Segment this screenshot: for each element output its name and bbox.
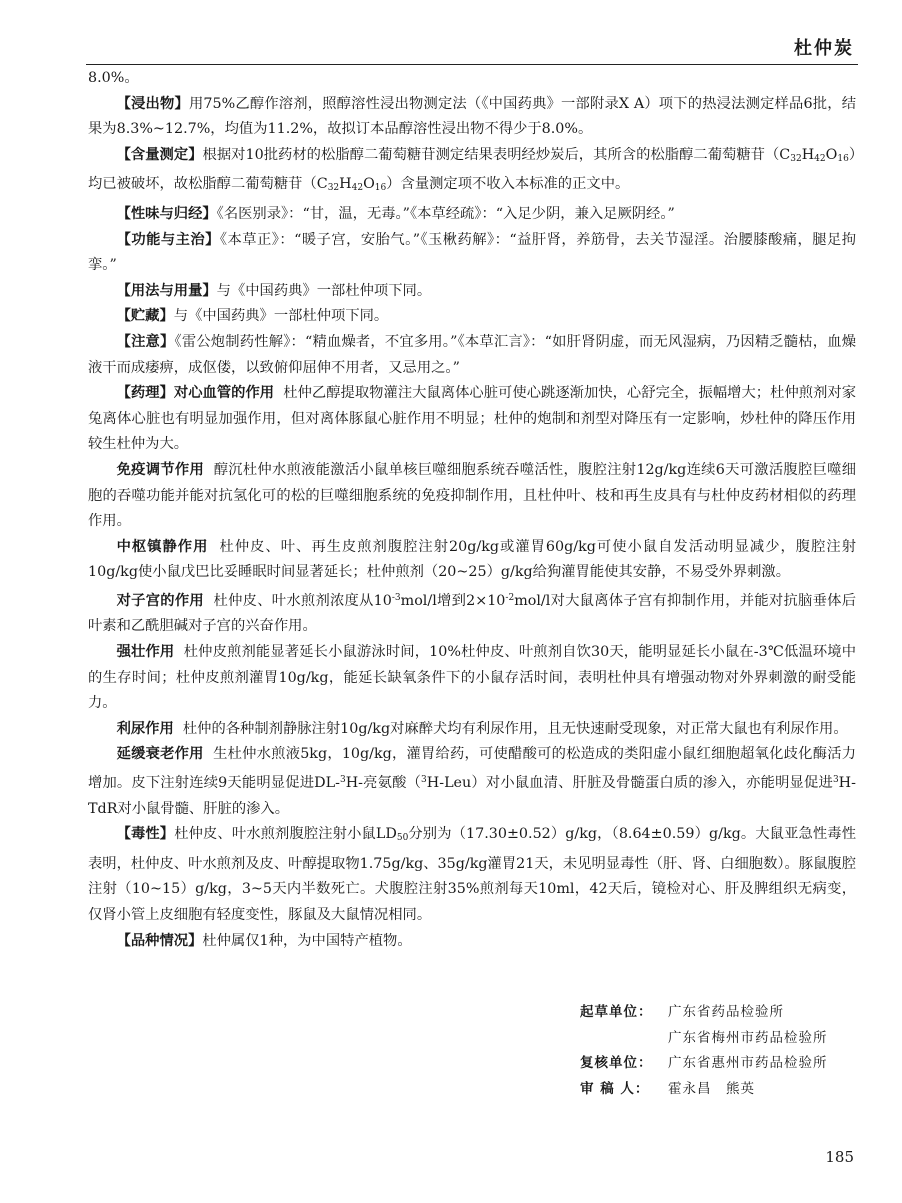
reviewer-row (580, 1077, 880, 1103)
page-number: 185 (825, 1148, 854, 1166)
subsection-label: 强壮作用 (116, 644, 175, 661)
header-rule (86, 64, 858, 65)
subsection-label: 对心血管的作用 (173, 385, 275, 402)
section-text: H-Leu）对小鼠血清、肝脏及骨髓蛋白质的渗入，亦能明显促进 (426, 775, 833, 792)
draft-unit-row (580, 1000, 880, 1026)
subsection-label: 延缓衰老作用 (116, 746, 204, 763)
continued-text: 8.0%。 (88, 70, 139, 86)
section-text: ）含量测定项不收入本标准的正文中。 (386, 176, 630, 193)
pharmacology-section (88, 381, 856, 458)
section-text: 醇沉杜仲水煎液能激活小鼠单核巨噬细胞系统吞噬活性，腹腔注射12g/kg连续6天可激活腹腔巨噬细胞的吞噬功能并能对抗氢化可的松的巨噬细胞系统的免疫抑制作用，且杜仲叶、枝和再生皮具有与杜仲皮药材相似的药理作用。 (88, 461, 857, 530)
section-text: mol/l对大鼠离体子宫有抑制作用，并能对抗脑垂体后叶素和乙酰胆碱对子宫的兴奋作用。 (88, 592, 856, 635)
species-section (88, 929, 856, 955)
section-label: 【浸出物】 (116, 95, 189, 112)
section-label: 【性味与归经】 (116, 205, 217, 222)
section-text: 与《中国药典》一部杜仲项下同。 (216, 282, 432, 299)
superscript: 3 (339, 775, 346, 786)
running-header-title: 杜仲炭 (794, 38, 854, 59)
section-text: H (339, 176, 352, 193)
subsection-label: 利尿作用 (116, 720, 174, 737)
subsection-label: 免疫调节作用 (116, 461, 205, 478)
section-label: 【毒性】 (116, 826, 175, 843)
section-label: 【用法与用量】 (116, 282, 217, 299)
usage-section (88, 279, 856, 305)
draft-unit-row-2 (580, 1026, 880, 1052)
section-text: 杜仲属仅1种，为中国特产植物。 (202, 932, 412, 949)
section-text: H-TdR对小鼠骨髓、肝脏的渗入。 (88, 775, 856, 817)
section-text: mol/l增到2×10 (400, 592, 506, 609)
subscript: 16 (837, 153, 849, 164)
section-text: 杜仲皮、叶、再生皮煎剂腹腔注射20g/kg或灌胃60g/kg可使小鼠自发活动明显减少，腹腔注射10g/kg使小鼠戊巴比妥睡眠时间显著延长；杜仲煎剂（20~25）g/kg给狗灌胃能使其安静，不易受外界刺激。 (88, 538, 857, 581)
subsection-label: 对子宫的作用 (116, 592, 204, 609)
immune-section (88, 458, 856, 535)
section-text: O (825, 146, 838, 163)
superscript: 3 (421, 775, 427, 786)
monograph-body (88, 66, 856, 954)
toxicity-section (88, 822, 856, 928)
section-label: 【含量测定】 (116, 146, 203, 163)
storage-section (88, 304, 856, 330)
diuretic-section (88, 717, 856, 743)
superscript: -2 (505, 592, 515, 603)
section-text: 《名医别录》：“甘，温，无毒。”《本草经疏》：“入足少阴，兼入足厥阴经。” (216, 205, 675, 222)
section-text: 杜仲皮、叶水煎剂腹腔注射小鼠LD (174, 826, 397, 843)
section-text: H (801, 146, 815, 163)
assay-section (88, 143, 856, 202)
section-text: 杜仲的各种制剂静脉注射10g/kg对麻醉犬均有利尿作用，且无快速耐受现象，对正常大鼠也有利尿作用。 (182, 720, 848, 737)
section-text: 杜仲皮、叶水煎剂浓度从10 (213, 592, 392, 609)
section-text: 杜仲皮煎剂能显著延长小鼠游泳时间，10%杜仲皮、叶煎剂自饮30天，能明显延长小鼠在-3℃低温环境中的生存时间；杜仲皮煎剂灌胃10g/kg，能延长缺氧条件下的小鼠存活时间，表明杜仲具有增强动物对外界刺激的耐受能力。 (88, 644, 857, 712)
subscript: 50 (396, 833, 409, 844)
subscript: 42 (351, 183, 364, 194)
section-text: 《本草正》：“暖子宫，安胎气。”《玉楸药解》：“益肝肾，养筋骨，去关节湿淫。治腰膝酸痛，腿足拘挛。” (88, 231, 856, 274)
section-label: 【药理】 (116, 385, 174, 402)
section-text: 用75%乙醇作溶剂，照醇溶性浸出物测定法（《中国药典》一部附录X A）项下的热浸法测定样品6批，结果为8.3%~12.7%，均值为11.2%，故拟订本品醇溶性浸出物不得少于8.0%。 (88, 95, 856, 138)
draft-unit-label: 起草单位： (580, 1004, 653, 1020)
credits-block (580, 1000, 880, 1102)
superscript: -3 (391, 592, 401, 603)
credit-spacer (580, 1026, 668, 1052)
anti-aging-section (88, 742, 856, 822)
reviewer-names: 霍永昌 熊英 (668, 1080, 755, 1097)
extract-section (88, 92, 856, 143)
subscript: 32 (327, 183, 340, 194)
caution-section (88, 330, 856, 381)
subsection-label: 中枢镇静作用 (116, 538, 209, 555)
section-label: 【贮藏】 (116, 308, 174, 325)
superscript: 3 (832, 775, 839, 786)
section-text: 与《中国药典》一部杜仲项下同。 (173, 308, 389, 325)
section-text: O (363, 176, 375, 193)
section-label: 【注意】 (116, 333, 175, 350)
uterus-section (88, 586, 856, 640)
section-text: 根据对10批药材的松脂醇二葡萄糖苷测定结果表明经炒炭后，其所含的松脂醇二葡萄糖苷（C (202, 146, 791, 163)
nature-section (88, 202, 856, 228)
section-text: 分别为（17.30±0.52）g/kg，（8.64±0.59）g/kg。大鼠亚急性毒性表明，杜仲皮、叶水煎剂及皮、叶醇提取物1.75g/kg、35g/kg灌胃21天，未见明显毒性（肝、肾、白细胞数）。豚鼠腹腔注射（10~15）g/kg，3~5天内半数死亡。犬腹腔注射35%煎剂每天10ml，42天后，镜检对心、肝及脾组织无病变，仅肾小管上皮细胞有轻度变性，豚鼠及大鼠情况相同。 (88, 826, 856, 923)
section-label: 【功能与主治】 (116, 231, 220, 248)
section-text: 生杜仲水煎液5kg，10g/kg，灌胃给药，可使醋酸可的松造成的类阳虚小鼠红细胞超氧化歧化酶活力增加。皮下注射连续9天能明显促进DL- (88, 746, 857, 792)
section-label: 【品种情况】 (116, 932, 203, 949)
sedative-section (88, 535, 856, 586)
review-unit: 广东省惠州市药品检验所 (668, 1055, 828, 1071)
function-section (88, 228, 856, 279)
subscript: 32 (790, 153, 802, 164)
draft-unit-2: 广东省梅州市药品检验所 (668, 1029, 828, 1046)
section-text: 杜仲乙醇提取物灌注大鼠离体心脏可使心跳逐渐加快，心舒完全，振幅增大；杜仲煎剂对家兔离体心脏也有明显加强作用，但对离体豚鼠心脏作用不明显；杜仲的炮制和剂型对降压有一定影响，炒杜仲的降压作用较生杜仲为大。 (88, 385, 857, 453)
section-text: 《雷公炮制药性解》：“精血燥者，不宜多用。”《本草汇言》：“如肝肾阴虚，而无风湿病，乃因精乏髓枯，血燥液干而成痿痹，成伛偻，以致俯仰屈伸不用者，又忌用之。” (88, 333, 856, 376)
section-text: H-亮氨酸（ (345, 775, 422, 792)
draft-unit-1: 广东省药品检验所 (668, 1004, 784, 1020)
section-text: ）均已被破坏，故松脂醇二葡萄糖苷（C (88, 146, 856, 193)
review-unit-label: 复核单位： (580, 1055, 653, 1071)
strength-section (88, 640, 856, 717)
reviewer-label: 审 稿 人： (580, 1080, 650, 1097)
subscript: 42 (814, 153, 826, 164)
subscript: 16 (374, 183, 387, 194)
review-unit-row (580, 1051, 880, 1077)
